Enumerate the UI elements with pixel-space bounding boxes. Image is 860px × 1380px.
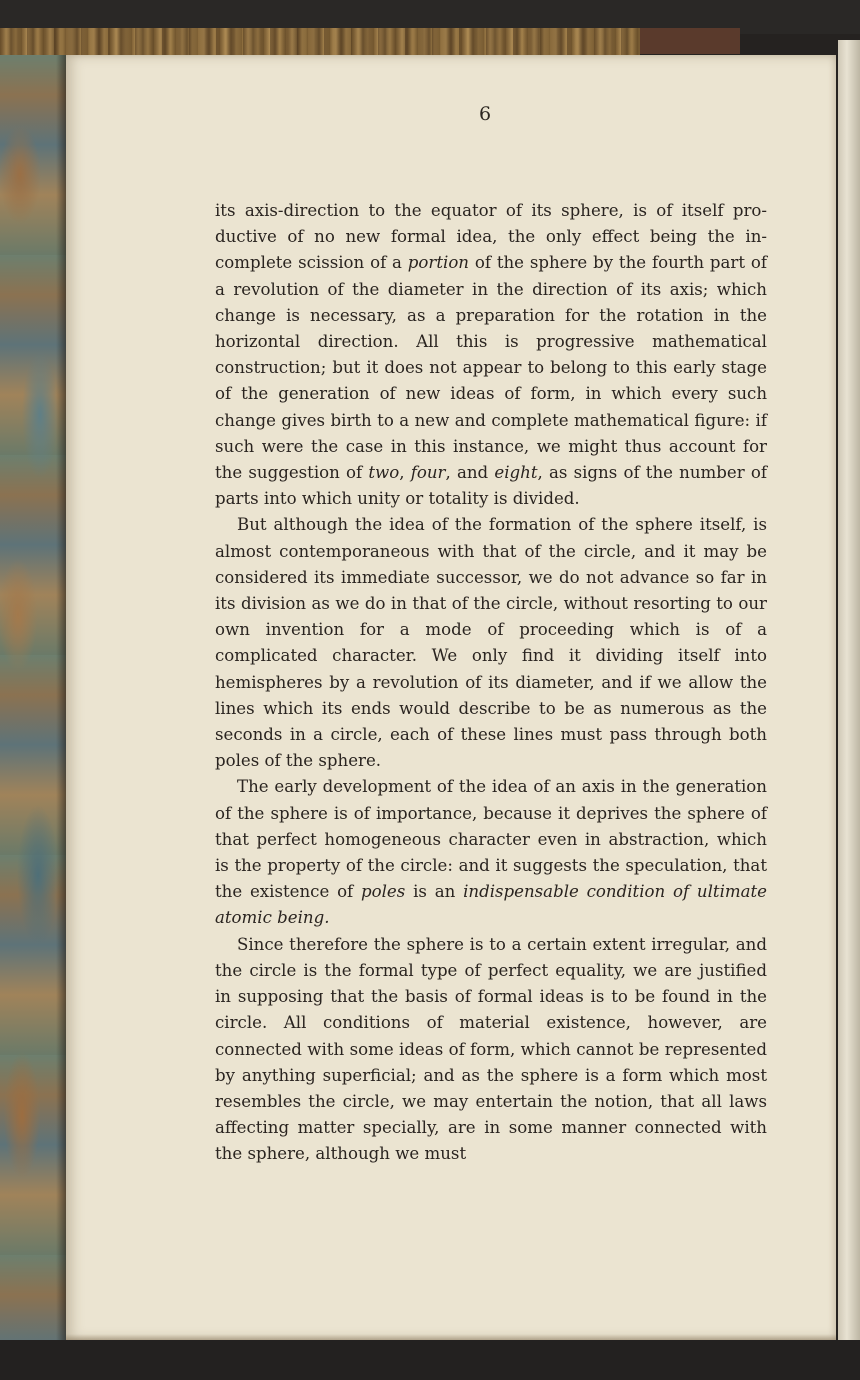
paragraph-3	[215, 774, 767, 931]
leather-binding-strip	[640, 28, 740, 54]
italic-text: four	[410, 463, 446, 483]
page-number: 6	[478, 103, 492, 125]
marbled-page-edge	[0, 55, 66, 1340]
italic-text: portion	[407, 253, 469, 273]
italic-text: indispensable condition of ultimate atomic being.	[215, 882, 767, 928]
italic-text: poles	[361, 882, 406, 902]
text-run: The early development of the idea of an axis in the generation of the sphere is of importance, because it deprives the sphere of that perfect homogeneous character even in abstraction, which is the property of the circle: and it suggests the speculation, that the existence of	[215, 777, 767, 902]
right-page-edge	[838, 40, 860, 1340]
text-run: of the sphere by the fourth part of a revolution of the diameter in the direction of its axis; which change is necessary, as a preparation for the rotation in the horizontal direction. All this is progressive mathematical construction; but it does not appear to belong to this early stage of the generation of new ideas of form, in which every such change gives birth to a new and complete mathematical figure: if such were the case in this instance, we might thus account for the suggestion of	[215, 253, 767, 483]
text-run: its axis-direction to the equator of its sphere, is of itself productive of no new formal idea, the only effect being the incomplete scission of a	[215, 201, 767, 273]
paragraph-1	[215, 198, 767, 512]
bottom-dark-background	[0, 1340, 860, 1380]
paragraph-4	[215, 932, 767, 1168]
paragraph-2	[215, 512, 767, 774]
text-run: , and	[445, 463, 495, 483]
text-run: But although the idea of the formation of the sphere itself, is almost contemporaneous with that of the circle, and it may be considered its immediate successor, we do not advance so far in its division as we do in that of the circle, without resorting to our own invention for a mode of proceeding which is of a complicated character. We only find it dividing itself into hemispheres by a revolution of its diameter, and if we allow the lines which its ends would describe to be as numerous as the seconds in a circle, each of these lines must pass through both poles of the sphere.	[215, 515, 767, 771]
text-run: is an	[405, 882, 464, 902]
body-text	[215, 198, 767, 1168]
italic-text: two	[368, 463, 400, 483]
italic-text: eight	[494, 463, 538, 483]
text-run: ,	[399, 463, 411, 483]
text-run: Since therefore the sphere is to a certain extent irregular, and the circle is the formal type of perfect equality, we are justified in supposing that the basis of formal ideas is to be found in the circle. All conditions of material existence, however, are connected with some ideas of form, which cannot be represented by anything superficial; and as the sphere is a form which most resembles the circle, we may entertain the notion, that all laws affecting matter specially, are in some manner connected with the sphere, although we must	[215, 934, 767, 1164]
text-run: , as signs of the number of parts into which unity or totality is divided.	[215, 463, 767, 509]
